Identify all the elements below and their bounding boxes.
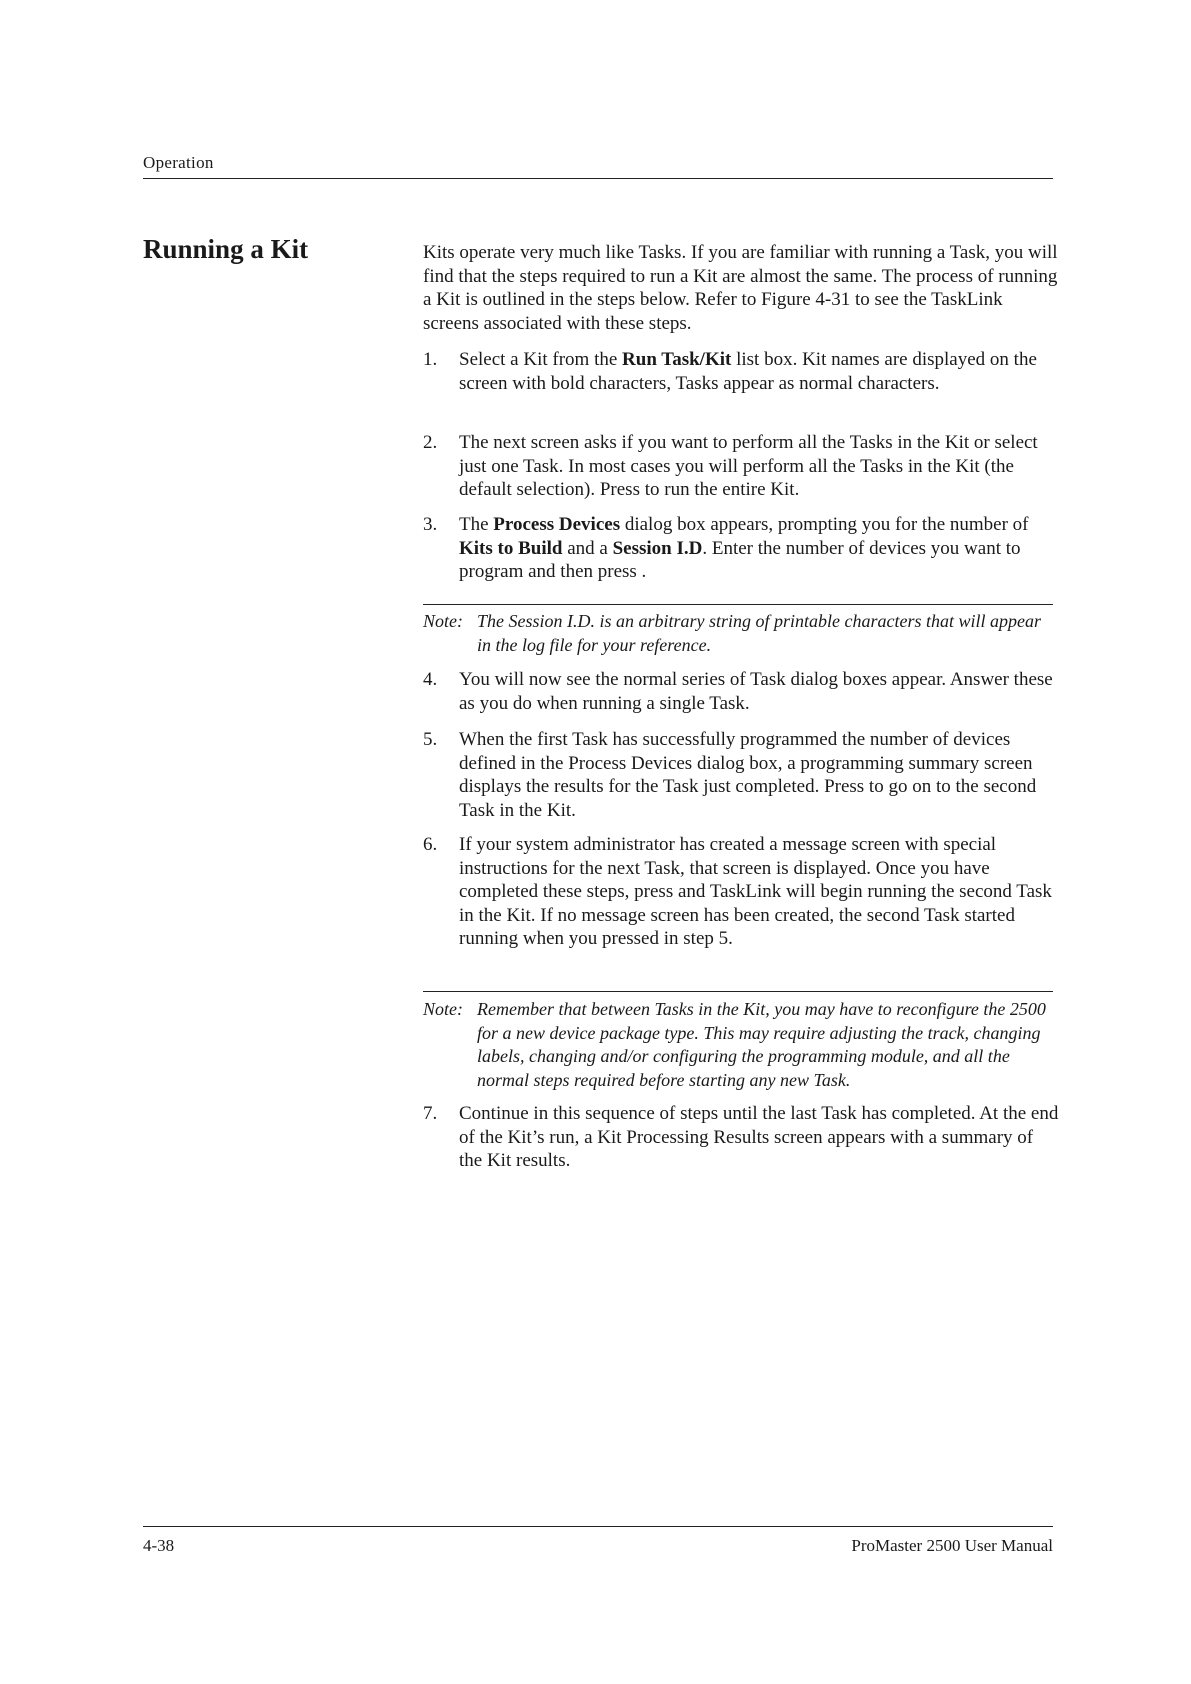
note-label: Note: [423, 999, 463, 1019]
step-number: 6. [423, 834, 438, 855]
step-number: 1. [423, 349, 438, 370]
step-number: 2. [423, 432, 438, 453]
note-block [423, 610, 1059, 657]
header-rule [143, 178, 1053, 179]
step-text: If your system administrator has created a message screen with special instructions for the next Task, that screen is displayed. Once you have completed these steps, press and TaskLink will begin running the second Task in the Kit. If no message screen has been created, the second Task started running when you pressed in step 5. [459, 834, 1052, 949]
step-text: When the first Task has successfully programmed the number of devices defined in the Process Devices dialog box, a programming summary screen displays the results for the Task just completed. Press to go on to the second Task in the Kit. [459, 729, 1037, 821]
step-number: 4. [423, 669, 438, 690]
step-item [423, 833, 1059, 951]
step-item [423, 348, 1059, 395]
step-item [423, 513, 1059, 584]
step-item [423, 1102, 1059, 1173]
note-block [423, 998, 1059, 1092]
page-number: 4-38 [143, 1536, 175, 1555]
step-text: Select a Kit from the Run Task/Kit list box. Kit names are displayed on the screen with bold characters, Tasks appear as normal characters. [459, 349, 1037, 394]
note-rule [423, 991, 1053, 992]
note-text: Remember that between Tasks in the Kit, you may have to reconfigure the 2500 for a new device package type. This may require adjusting the track, changing labels, changing and/or configuring the programming module, and all the normal steps required before starting any new Task. [477, 999, 1046, 1090]
step-item [423, 728, 1059, 822]
step-text: The Process Devices dialog box appears, prompting you for the number of Kits to Build and a Session I.D. Enter the number of devices you want to program and then press . [459, 514, 1029, 582]
section-title: Running a Kit [143, 234, 309, 264]
intro-paragraph: Kits operate very much like Tasks. If you are familiar with running a Task, you will find that the steps required to run a Kit are almost the same. The process of running a Kit is outlined in the steps below. Refer to Figure 4-31 to see the TaskLink screens associated with these steps. [423, 242, 1058, 334]
note-rule [423, 604, 1053, 605]
step-text: The next screen asks if you want to perform all the Tasks in the Kit or select just one Task. In most cases you will perform all the Tasks in the Kit (the default selection). Press to run the entire Kit. [459, 432, 1038, 500]
step-number: 5. [423, 729, 438, 750]
step-number: 7. [423, 1103, 438, 1124]
step-text: You will now see the normal series of Task dialog boxes appear. Answer these as you do when running a single Task. [459, 669, 1053, 714]
manual-title: ProMaster 2500 User Manual [851, 1536, 1053, 1555]
note-label: Note: [423, 611, 463, 631]
step-item [423, 668, 1059, 715]
step-item [423, 431, 1059, 502]
running-head: Operation [143, 153, 214, 172]
step-text: Continue in this sequence of steps until the last Task has completed. At the end of the Kit’s run, a Kit Processing Results screen appears with a summary of the Kit results. [459, 1103, 1059, 1171]
note-text: The Session I.D. is an arbitrary string of printable characters that will appear in the log file for your reference. [477, 611, 1042, 655]
step-number: 3. [423, 514, 438, 535]
footer-rule [143, 1526, 1053, 1527]
